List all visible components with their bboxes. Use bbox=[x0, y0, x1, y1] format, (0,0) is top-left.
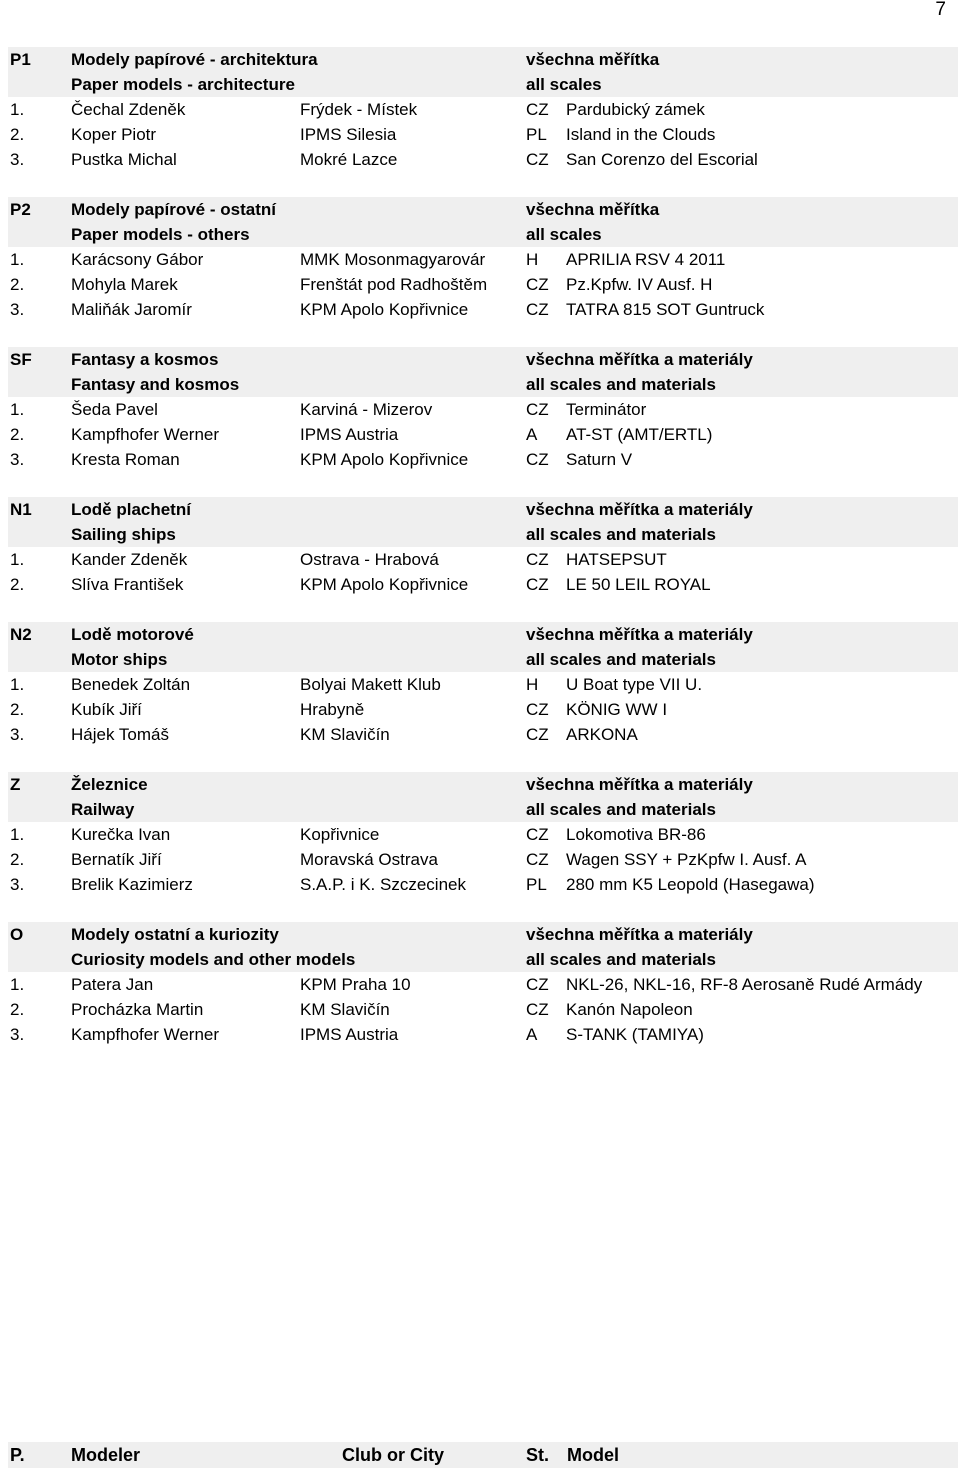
page-number: 7 bbox=[935, 0, 946, 20]
category-block bbox=[8, 497, 958, 597]
result-row bbox=[8, 447, 958, 472]
result-place: 3. bbox=[10, 725, 25, 744]
category-code: O bbox=[10, 925, 24, 944]
result-model: Pz.Kpfw. IV Ausf. H bbox=[566, 275, 713, 294]
category-scale-en: all scales and materials bbox=[526, 800, 716, 819]
result-row bbox=[8, 247, 958, 272]
result-club: Hrabyně bbox=[300, 700, 365, 719]
category-header-en bbox=[8, 522, 958, 547]
category-name-cz: Fantasy a kosmos bbox=[71, 350, 219, 369]
category-header bbox=[8, 922, 958, 947]
result-place: 1. bbox=[10, 975, 25, 994]
category-header bbox=[8, 347, 958, 372]
result-place: 1. bbox=[10, 100, 25, 119]
result-state: CZ bbox=[526, 300, 549, 319]
result-row bbox=[8, 972, 958, 997]
result-modeler: Maliňák Jaromír bbox=[71, 300, 192, 319]
category-header-en bbox=[8, 222, 958, 247]
result-state: CZ bbox=[526, 825, 549, 844]
result-modeler: Hájek Tomáš bbox=[71, 725, 169, 744]
result-modeler: Bernatík Jiří bbox=[71, 850, 162, 869]
header-state: St. bbox=[526, 1445, 550, 1465]
category-code: N2 bbox=[10, 625, 32, 644]
result-model: NKL-26, NKL-16, RF-8 Aerosaně Rudé Armády bbox=[566, 975, 923, 994]
result-club: KPM Apolo Kopřivnice bbox=[300, 300, 469, 319]
result-row bbox=[8, 672, 958, 697]
result-state: CZ bbox=[526, 575, 549, 594]
category-code: SF bbox=[10, 350, 32, 369]
category-name-en: Railway bbox=[71, 800, 135, 819]
result-row bbox=[8, 572, 958, 597]
result-model: LE 50 LEIL ROYAL bbox=[566, 575, 711, 594]
result-place: 1. bbox=[10, 400, 25, 419]
result-state: CZ bbox=[526, 275, 549, 294]
result-modeler: Mohyla Marek bbox=[71, 275, 178, 294]
result-modeler: Kresta Roman bbox=[71, 450, 180, 469]
category-scale-en: all scales bbox=[526, 225, 602, 244]
category-name-en: Paper models - architecture bbox=[71, 75, 295, 94]
result-modeler: Pustka Michal bbox=[71, 150, 177, 169]
result-model: KÖNIG WW I bbox=[566, 700, 668, 719]
column-header-row bbox=[8, 1442, 958, 1468]
category-scale-en: all scales and materials bbox=[526, 950, 716, 969]
result-place: 2. bbox=[10, 850, 25, 869]
result-club: KPM Apolo Kopřivnice bbox=[300, 450, 469, 469]
result-club: Karviná - Mizerov bbox=[300, 400, 433, 419]
category-name-cz: Modely papírové - architektura bbox=[71, 50, 318, 69]
category-block bbox=[8, 197, 958, 322]
category-scale-cz: všechna měřítka a materiály bbox=[526, 350, 753, 369]
category-name-cz: Železnice bbox=[71, 775, 148, 794]
category-block bbox=[8, 622, 958, 747]
category-scale-en: all scales and materials bbox=[526, 375, 716, 394]
header-club: Club or City bbox=[342, 1445, 444, 1465]
result-club: KM Slavičín bbox=[300, 725, 390, 744]
result-model: Wagen SSY + PzKpfw I. Ausf. A bbox=[566, 850, 807, 869]
result-club: IPMS Silesia bbox=[300, 125, 397, 144]
category-scale-cz: všechna měřítka bbox=[526, 200, 660, 219]
category-header-en bbox=[8, 647, 958, 672]
result-model: Pardubický zámek bbox=[566, 100, 705, 119]
result-row bbox=[8, 697, 958, 722]
result-club: IPMS Austria bbox=[300, 425, 399, 444]
result-row bbox=[8, 297, 958, 322]
result-state: CZ bbox=[526, 400, 549, 419]
category-scale-cz: všechna měřítka a materiály bbox=[526, 925, 753, 944]
result-row bbox=[8, 847, 958, 872]
result-place: 1. bbox=[10, 825, 25, 844]
category-scale-en: all scales bbox=[526, 75, 602, 94]
result-place: 2. bbox=[10, 1000, 25, 1019]
result-row bbox=[8, 722, 958, 747]
result-modeler: Kurečka Ivan bbox=[71, 825, 171, 844]
result-club: Moravská Ostrava bbox=[300, 850, 438, 869]
category-name-en: Paper models - others bbox=[71, 225, 250, 244]
result-row bbox=[8, 397, 958, 422]
category-block bbox=[8, 347, 958, 472]
result-modeler: Benedek Zoltán bbox=[71, 675, 191, 694]
result-modeler: Šeda Pavel bbox=[71, 400, 158, 419]
result-model: Saturn V bbox=[566, 450, 633, 469]
result-model: Kanón Napoleon bbox=[566, 1000, 693, 1019]
category-scale-en: all scales and materials bbox=[526, 525, 716, 544]
result-row bbox=[8, 997, 958, 1022]
result-place: 3. bbox=[10, 1025, 25, 1044]
result-club: KPM Apolo Kopřivnice bbox=[300, 575, 469, 594]
result-state: H bbox=[526, 250, 539, 269]
category-header-en bbox=[8, 947, 958, 972]
result-club: KPM Praha 10 bbox=[300, 975, 411, 994]
category-code: Z bbox=[10, 775, 21, 794]
category-name-cz: Lodě motorové bbox=[71, 625, 194, 644]
category-code: N1 bbox=[10, 500, 32, 519]
category-header bbox=[8, 772, 958, 797]
result-modeler: Kampfhofer Werner bbox=[71, 425, 220, 444]
category-scale-cz: všechna měřítka a materiály bbox=[526, 775, 753, 794]
result-place: 1. bbox=[10, 550, 25, 569]
category-name-cz: Lodě plachetní bbox=[71, 500, 191, 519]
result-model: San Corenzo del Escorial bbox=[566, 150, 758, 169]
result-modeler: Koper Piotr bbox=[71, 125, 157, 144]
category-name-en: Motor ships bbox=[71, 650, 168, 669]
result-modeler: Karácsony Gábor bbox=[71, 250, 204, 269]
category-scale-en: all scales and materials bbox=[526, 650, 716, 669]
result-row bbox=[8, 872, 958, 897]
result-state: CZ bbox=[526, 850, 549, 869]
result-club: Bolyai Makett Klub bbox=[300, 675, 441, 694]
result-state: H bbox=[526, 675, 539, 694]
category-block bbox=[8, 772, 958, 897]
result-state: CZ bbox=[526, 975, 549, 994]
result-model: ARKONA bbox=[566, 725, 638, 744]
result-modeler: Čechal Zdeněk bbox=[71, 100, 186, 119]
result-club: S.A.P. i K. Szczecinek bbox=[300, 875, 466, 894]
result-model: Lokomotiva BR-86 bbox=[566, 825, 706, 844]
result-state: A bbox=[526, 425, 538, 444]
category-header bbox=[8, 47, 958, 72]
result-row bbox=[8, 272, 958, 297]
result-club: MMK Mosonmagyarovár bbox=[300, 250, 486, 269]
result-model: APRILIA RSV 4 2011 bbox=[566, 250, 726, 269]
category-header-en bbox=[8, 372, 958, 397]
result-place: 2. bbox=[10, 275, 25, 294]
result-state: A bbox=[526, 1025, 538, 1044]
result-model: Island in the Clouds bbox=[566, 125, 716, 144]
result-state: PL bbox=[526, 875, 547, 894]
header-place: P. bbox=[10, 1445, 25, 1465]
header-modeler: Modeler bbox=[71, 1445, 141, 1465]
result-model: AT-ST (AMT/ERTL) bbox=[566, 425, 713, 444]
category-code: P1 bbox=[10, 50, 31, 69]
result-club: Frýdek - Místek bbox=[300, 100, 418, 119]
result-club: Mokré Lazce bbox=[300, 150, 398, 169]
result-club: Ostrava - Hrabová bbox=[300, 550, 439, 569]
result-modeler: Patera Jan bbox=[71, 975, 154, 994]
category-header bbox=[8, 197, 958, 222]
category-name-en: Fantasy and kosmos bbox=[71, 375, 240, 394]
result-row bbox=[8, 547, 958, 572]
result-place: 3. bbox=[10, 450, 25, 469]
result-model: HATSEPSUT bbox=[566, 550, 667, 569]
result-place: 2. bbox=[10, 700, 25, 719]
result-place: 2. bbox=[10, 425, 25, 444]
category-code: P2 bbox=[10, 200, 31, 219]
result-modeler: Kampfhofer Werner bbox=[71, 1025, 220, 1044]
result-place: 3. bbox=[10, 150, 25, 169]
result-row bbox=[8, 1022, 958, 1047]
result-modeler: Slíva František bbox=[71, 575, 184, 594]
category-name-en: Curiosity models and other models bbox=[71, 950, 356, 969]
category-header-en bbox=[8, 797, 958, 822]
category-name-cz: Modely papírové - ostatní bbox=[71, 200, 276, 219]
result-modeler: Procházka Martin bbox=[71, 1000, 204, 1019]
result-place: 1. bbox=[10, 675, 25, 694]
result-place: 3. bbox=[10, 300, 25, 319]
result-state: CZ bbox=[526, 550, 549, 569]
category-header bbox=[8, 622, 958, 647]
result-state: CZ bbox=[526, 450, 549, 469]
category-header-en bbox=[8, 72, 958, 97]
result-place: 3. bbox=[10, 875, 25, 894]
result-model: TATRA 815 SOT Guntruck bbox=[566, 300, 765, 319]
result-row bbox=[8, 147, 958, 172]
result-club: Kopřivnice bbox=[300, 825, 380, 844]
result-club: IPMS Austria bbox=[300, 1025, 399, 1044]
result-state: CZ bbox=[526, 1000, 549, 1019]
result-state: CZ bbox=[526, 725, 549, 744]
category-scale-cz: všechna měřítka a materiály bbox=[526, 500, 753, 519]
result-model: 280 mm K5 Leopold (Hasegawa) bbox=[566, 875, 815, 894]
result-model: U Boat type VII U. bbox=[566, 675, 703, 694]
header-model: Model bbox=[567, 1445, 619, 1465]
result-row bbox=[8, 822, 958, 847]
result-place: 1. bbox=[10, 250, 25, 269]
result-club: KM Slavičín bbox=[300, 1000, 390, 1019]
result-modeler: Kander Zdeněk bbox=[71, 550, 188, 569]
category-block bbox=[8, 922, 958, 1047]
category-scale-cz: všechna měřítka bbox=[526, 50, 660, 69]
result-state: PL bbox=[526, 125, 547, 144]
result-model: Terminátor bbox=[566, 400, 647, 419]
result-club: Frenštát pod Radhoštěm bbox=[300, 275, 488, 294]
category-name-cz: Modely ostatní a kuriozity bbox=[71, 925, 279, 944]
category-header bbox=[8, 497, 958, 522]
result-modeler: Kubík Jiří bbox=[71, 700, 142, 719]
category-scale-cz: všechna měřítka a materiály bbox=[526, 625, 753, 644]
result-place: 2. bbox=[10, 125, 25, 144]
result-state: CZ bbox=[526, 150, 549, 169]
result-row bbox=[8, 97, 958, 122]
result-modeler: Brelik Kazimierz bbox=[71, 875, 193, 894]
result-place: 2. bbox=[10, 575, 25, 594]
result-model: S-TANK (TAMIYA) bbox=[566, 1025, 704, 1044]
result-state: CZ bbox=[526, 700, 549, 719]
result-state: CZ bbox=[526, 100, 549, 119]
result-row bbox=[8, 122, 958, 147]
result-row bbox=[8, 422, 958, 447]
category-name-en: Sailing ships bbox=[71, 525, 176, 544]
category-block bbox=[8, 47, 958, 172]
